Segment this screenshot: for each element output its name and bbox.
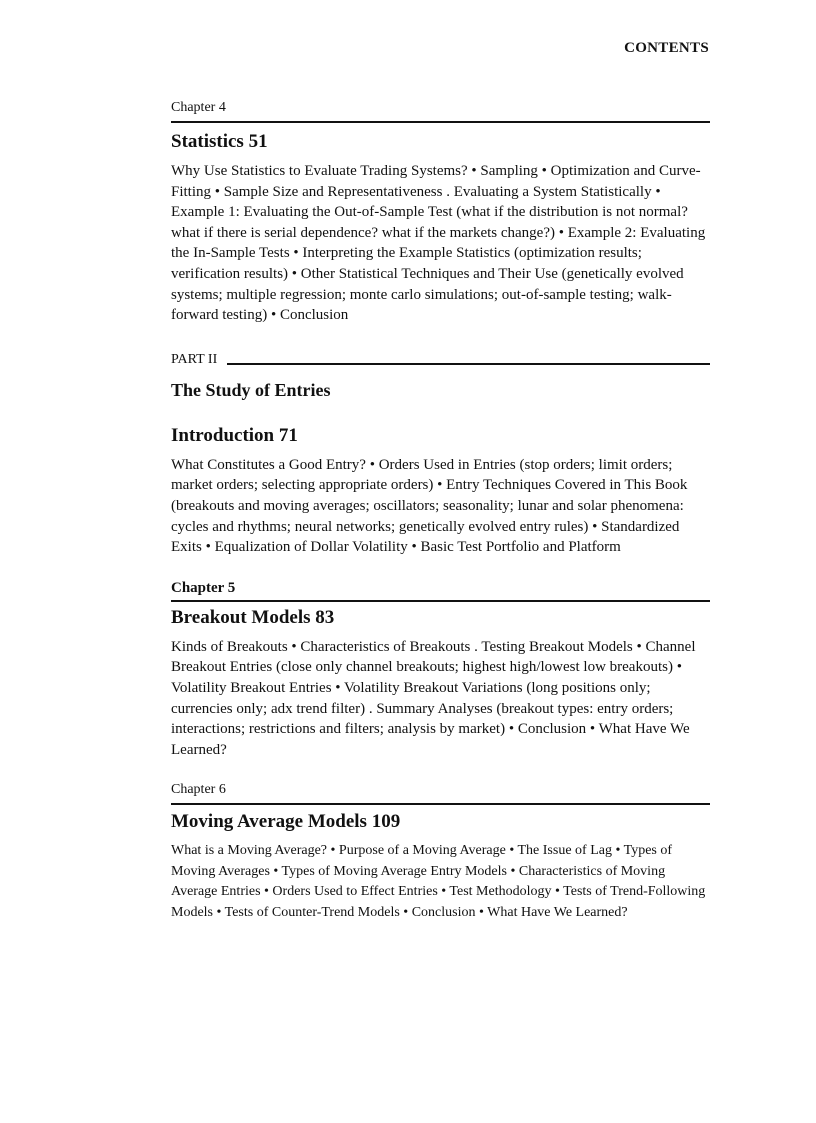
chapter-title: Moving Average Models 109 (171, 811, 401, 833)
chapter-summary: What Constitutes a Good Entry? • Orders Used in Entries (stop orders; limit orders; market orders; selecting appropriate orders) • Entry Techniques Covered in This Book (breakouts and moving averages; oscillators; seasonality; lunar and solar phenomena: cycles and rhythms; neural networks; genetically evolved entry rules) • Standardized Exits • Equalization of Dollar Volatility • Basic Test Portfolio and Platform (171, 456, 688, 556)
part-rule (227, 363, 710, 365)
chapter-summary: Why Use Statistics to Evaluate Trading Systems? • Sampling • Optimization and Curve-Fitting • Sample Size and Representativeness . Evaluating a System Statistically • Example 1: Evaluating the Out-of-Sample Test (what if the distribution is not normal? what if there is serial dependence? what if the markets change?) • Example 2: Evaluating the In-Sample Tests • Interpreting the Example Statistics (optimization results; verification results) • Other Statistical Techniques and Their Use (genetically evolved systems; multiple regression; monte carlo simulations; out-of-sample testing; walk-forward testing) • Conclusion (171, 163, 706, 324)
chapter-summary: What is a Moving Average? • Purpose of a Moving Average • The Issue of Lag • Types of Moving Averages • Types of Moving Average Entry Models • Characteristics of Moving Average Entries • Orders Used to Effect Entries • Test Methodology • Tests of Trend-Following Models • Tests of Counter-Trend Models • Conclusion • What Have We Learned? (171, 843, 706, 921)
chapter-6-entry (171, 782, 710, 923)
running-header: CONTENTS (624, 40, 709, 56)
chapter-4-entry (171, 100, 710, 326)
chapter-label: Chapter 4 (171, 100, 226, 115)
chapter-rule (171, 121, 710, 123)
part-2-entry (171, 352, 710, 401)
chapter-rule (171, 803, 710, 805)
contents-page (171, 100, 710, 924)
part-title: The Study of Entries (171, 379, 331, 400)
chapter-5-entry (171, 580, 710, 761)
part-label: PART II (171, 351, 218, 367)
chapter-rule (171, 600, 710, 602)
chapter-label: Chapter 5 (171, 579, 236, 596)
chapter-title: Introduction 71 (171, 424, 298, 446)
chapter-title: Statistics 51 (171, 131, 268, 152)
chapter-title: Breakout Models 83 (171, 606, 335, 628)
part-line (171, 352, 710, 368)
introduction-entry (171, 425, 710, 558)
chapter-summary: Kinds of Breakouts • Characteristics of Breakouts . Testing Breakout Models • Channel Breakout Entries (close only channel breakouts; highest high/lowest low breakouts) • Volatility Breakout Entries • Volatility Breakout Variations (long positions only; currencies only; adx trend filter) . Summary Analyses (breakout types: entry orders; interactions; restrictions and filters; analysis by market) • Conclusion • What Have We Learned? (171, 638, 696, 758)
chapter-label: Chapter 6 (171, 782, 226, 798)
